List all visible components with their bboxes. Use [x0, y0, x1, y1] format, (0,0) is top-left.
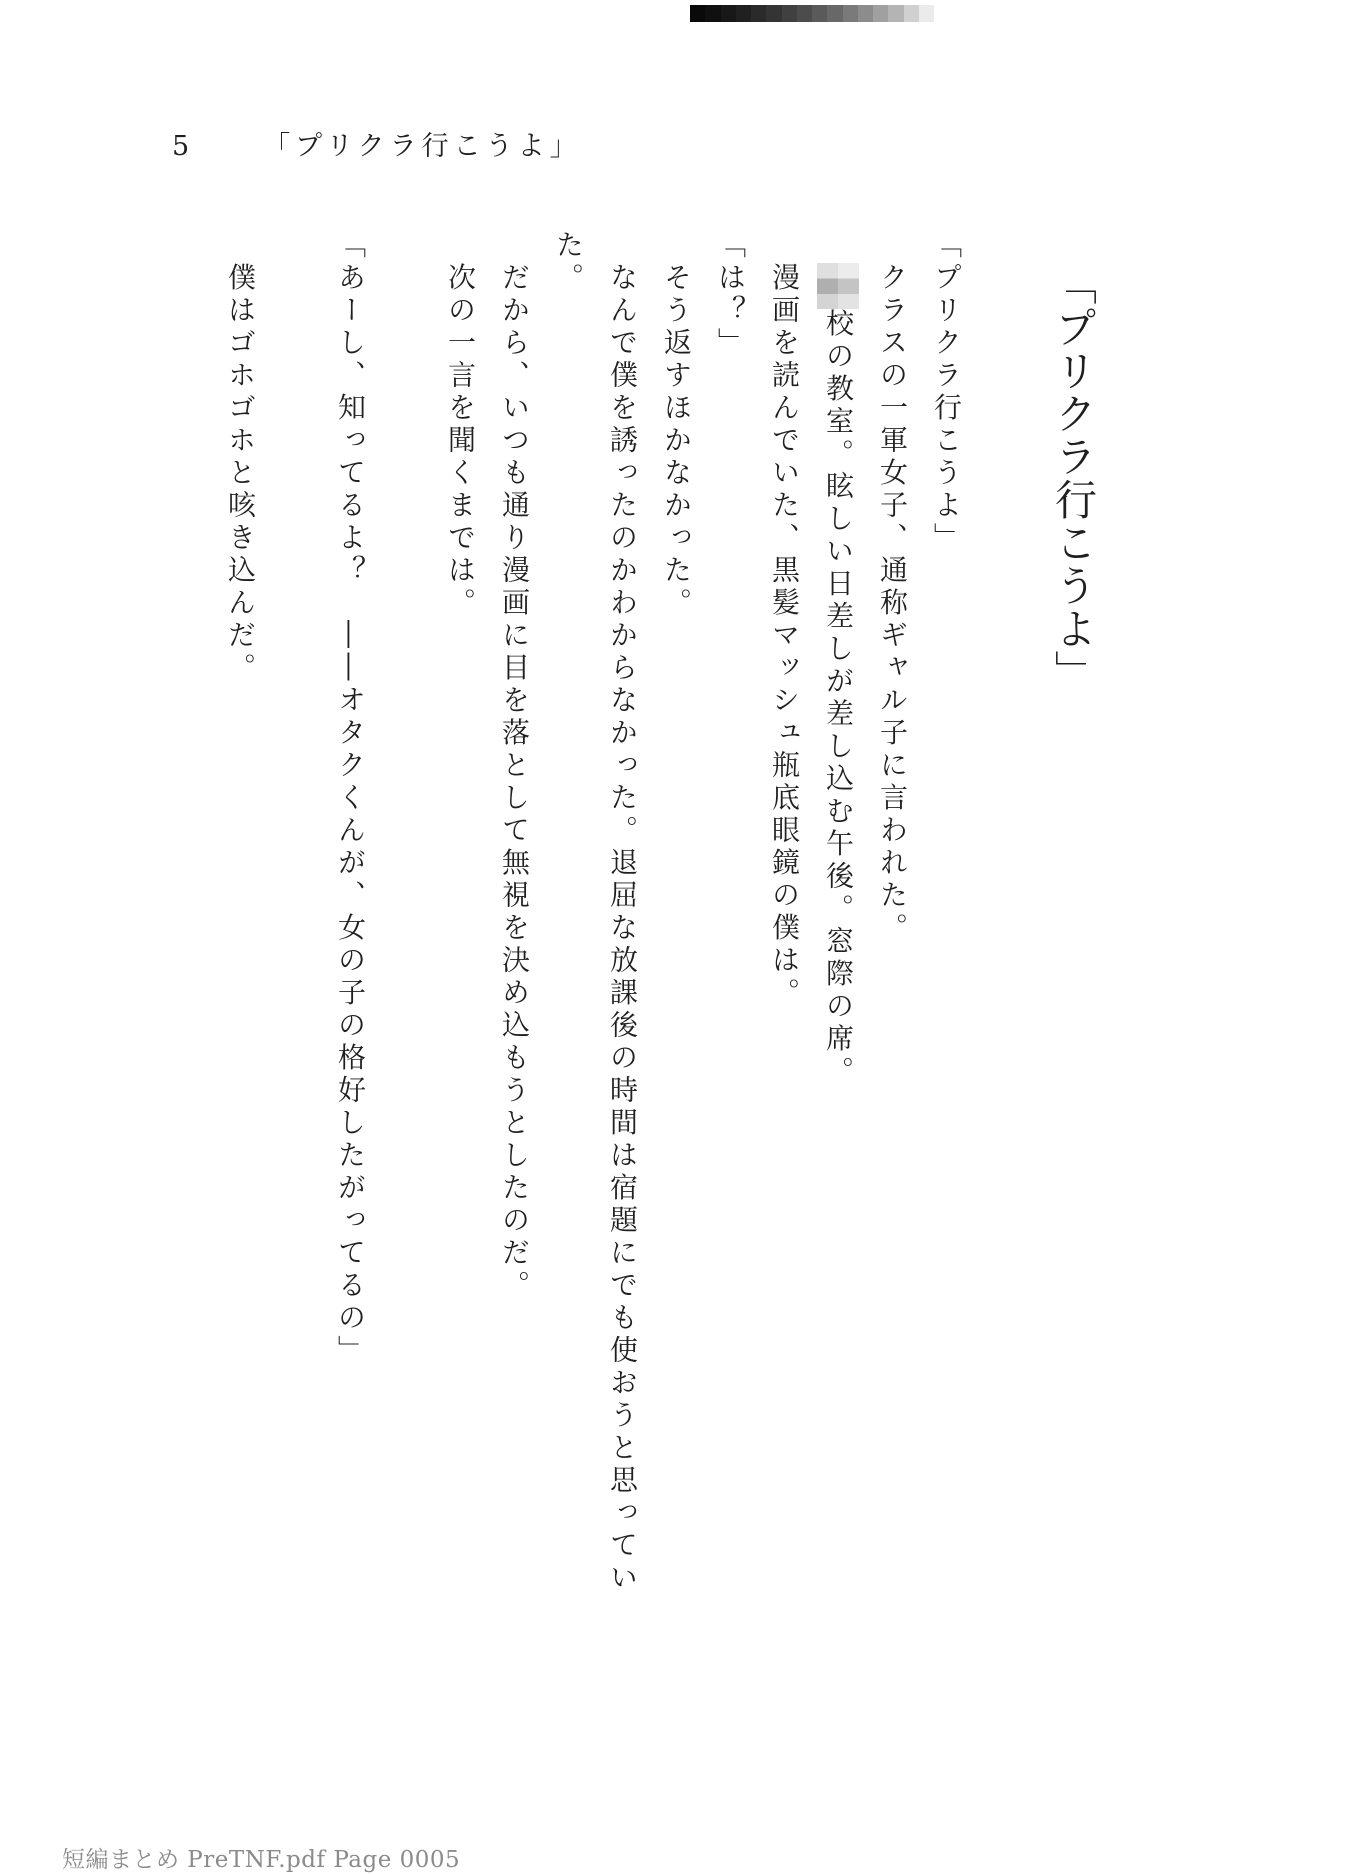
story-body — [213, 230, 973, 1630]
text-line: 「は？」 — [714, 230, 747, 360]
text-line: だから、いつも通り漫画に目を落として無視を決め込もうとしたのだ。 — [498, 230, 531, 1303]
text-line: クラスの一軍女子、通称ギャル子に言われた。 — [876, 230, 909, 945]
calibration-step — [782, 5, 797, 22]
text-line: 「あーし、知ってるよ？ ――オタクくんが、女の子の格好したがってるの」 — [334, 230, 367, 1368]
calibration-step — [705, 5, 720, 22]
text-line: そう返すほかなかった。 — [660, 230, 693, 620]
calibration-step — [797, 5, 812, 22]
page-header — [172, 124, 582, 163]
calibration-step — [766, 5, 781, 22]
page-number: 5 — [172, 131, 190, 162]
page-footer: 短編まとめ PreTNF.pdf Page 0005 — [62, 1847, 461, 1873]
blank-line — [377, 230, 433, 1630]
calibration-step — [721, 5, 736, 22]
blank-line — [267, 230, 323, 1630]
text-line: 「プリクラ行こうよ」 — [930, 230, 963, 555]
calibration-step — [843, 5, 858, 22]
censored-mosaic-block — [817, 263, 859, 309]
calibration-step — [873, 5, 888, 22]
text-line: 校の教室。眩しい日差しが差し込む午後。窓際の席。 — [811, 230, 865, 1630]
grayscale-calibration-bar — [690, 5, 934, 22]
calibration-step — [736, 5, 751, 22]
running-header-title: 「プリクラ行こうよ」 — [263, 131, 582, 162]
text-line: 僕はゴホゴホと咳き込んだ。 — [224, 230, 257, 685]
calibration-step — [904, 5, 919, 22]
text-line: 漫画を読んでいた、黒髪マッシュ瓶底眼鏡の僕は。 — [768, 230, 801, 1010]
calibration-step — [690, 5, 705, 22]
story-title: 「プリクラ行こうよ」 — [1049, 263, 1098, 693]
calibration-step — [827, 5, 842, 22]
calibration-step — [888, 5, 903, 22]
calibration-step — [812, 5, 827, 22]
calibration-step — [858, 5, 873, 22]
text-line: なんで僕を誘ったのかわからなかった。退屈な放課後の時間は宿題にでも使おうと思ってい — [606, 230, 639, 1595]
text-line: た。 — [552, 230, 585, 295]
calibration-step — [751, 5, 766, 22]
calibration-step — [919, 5, 934, 22]
text-line: 次の一言を聞くまでは。 — [444, 230, 477, 620]
